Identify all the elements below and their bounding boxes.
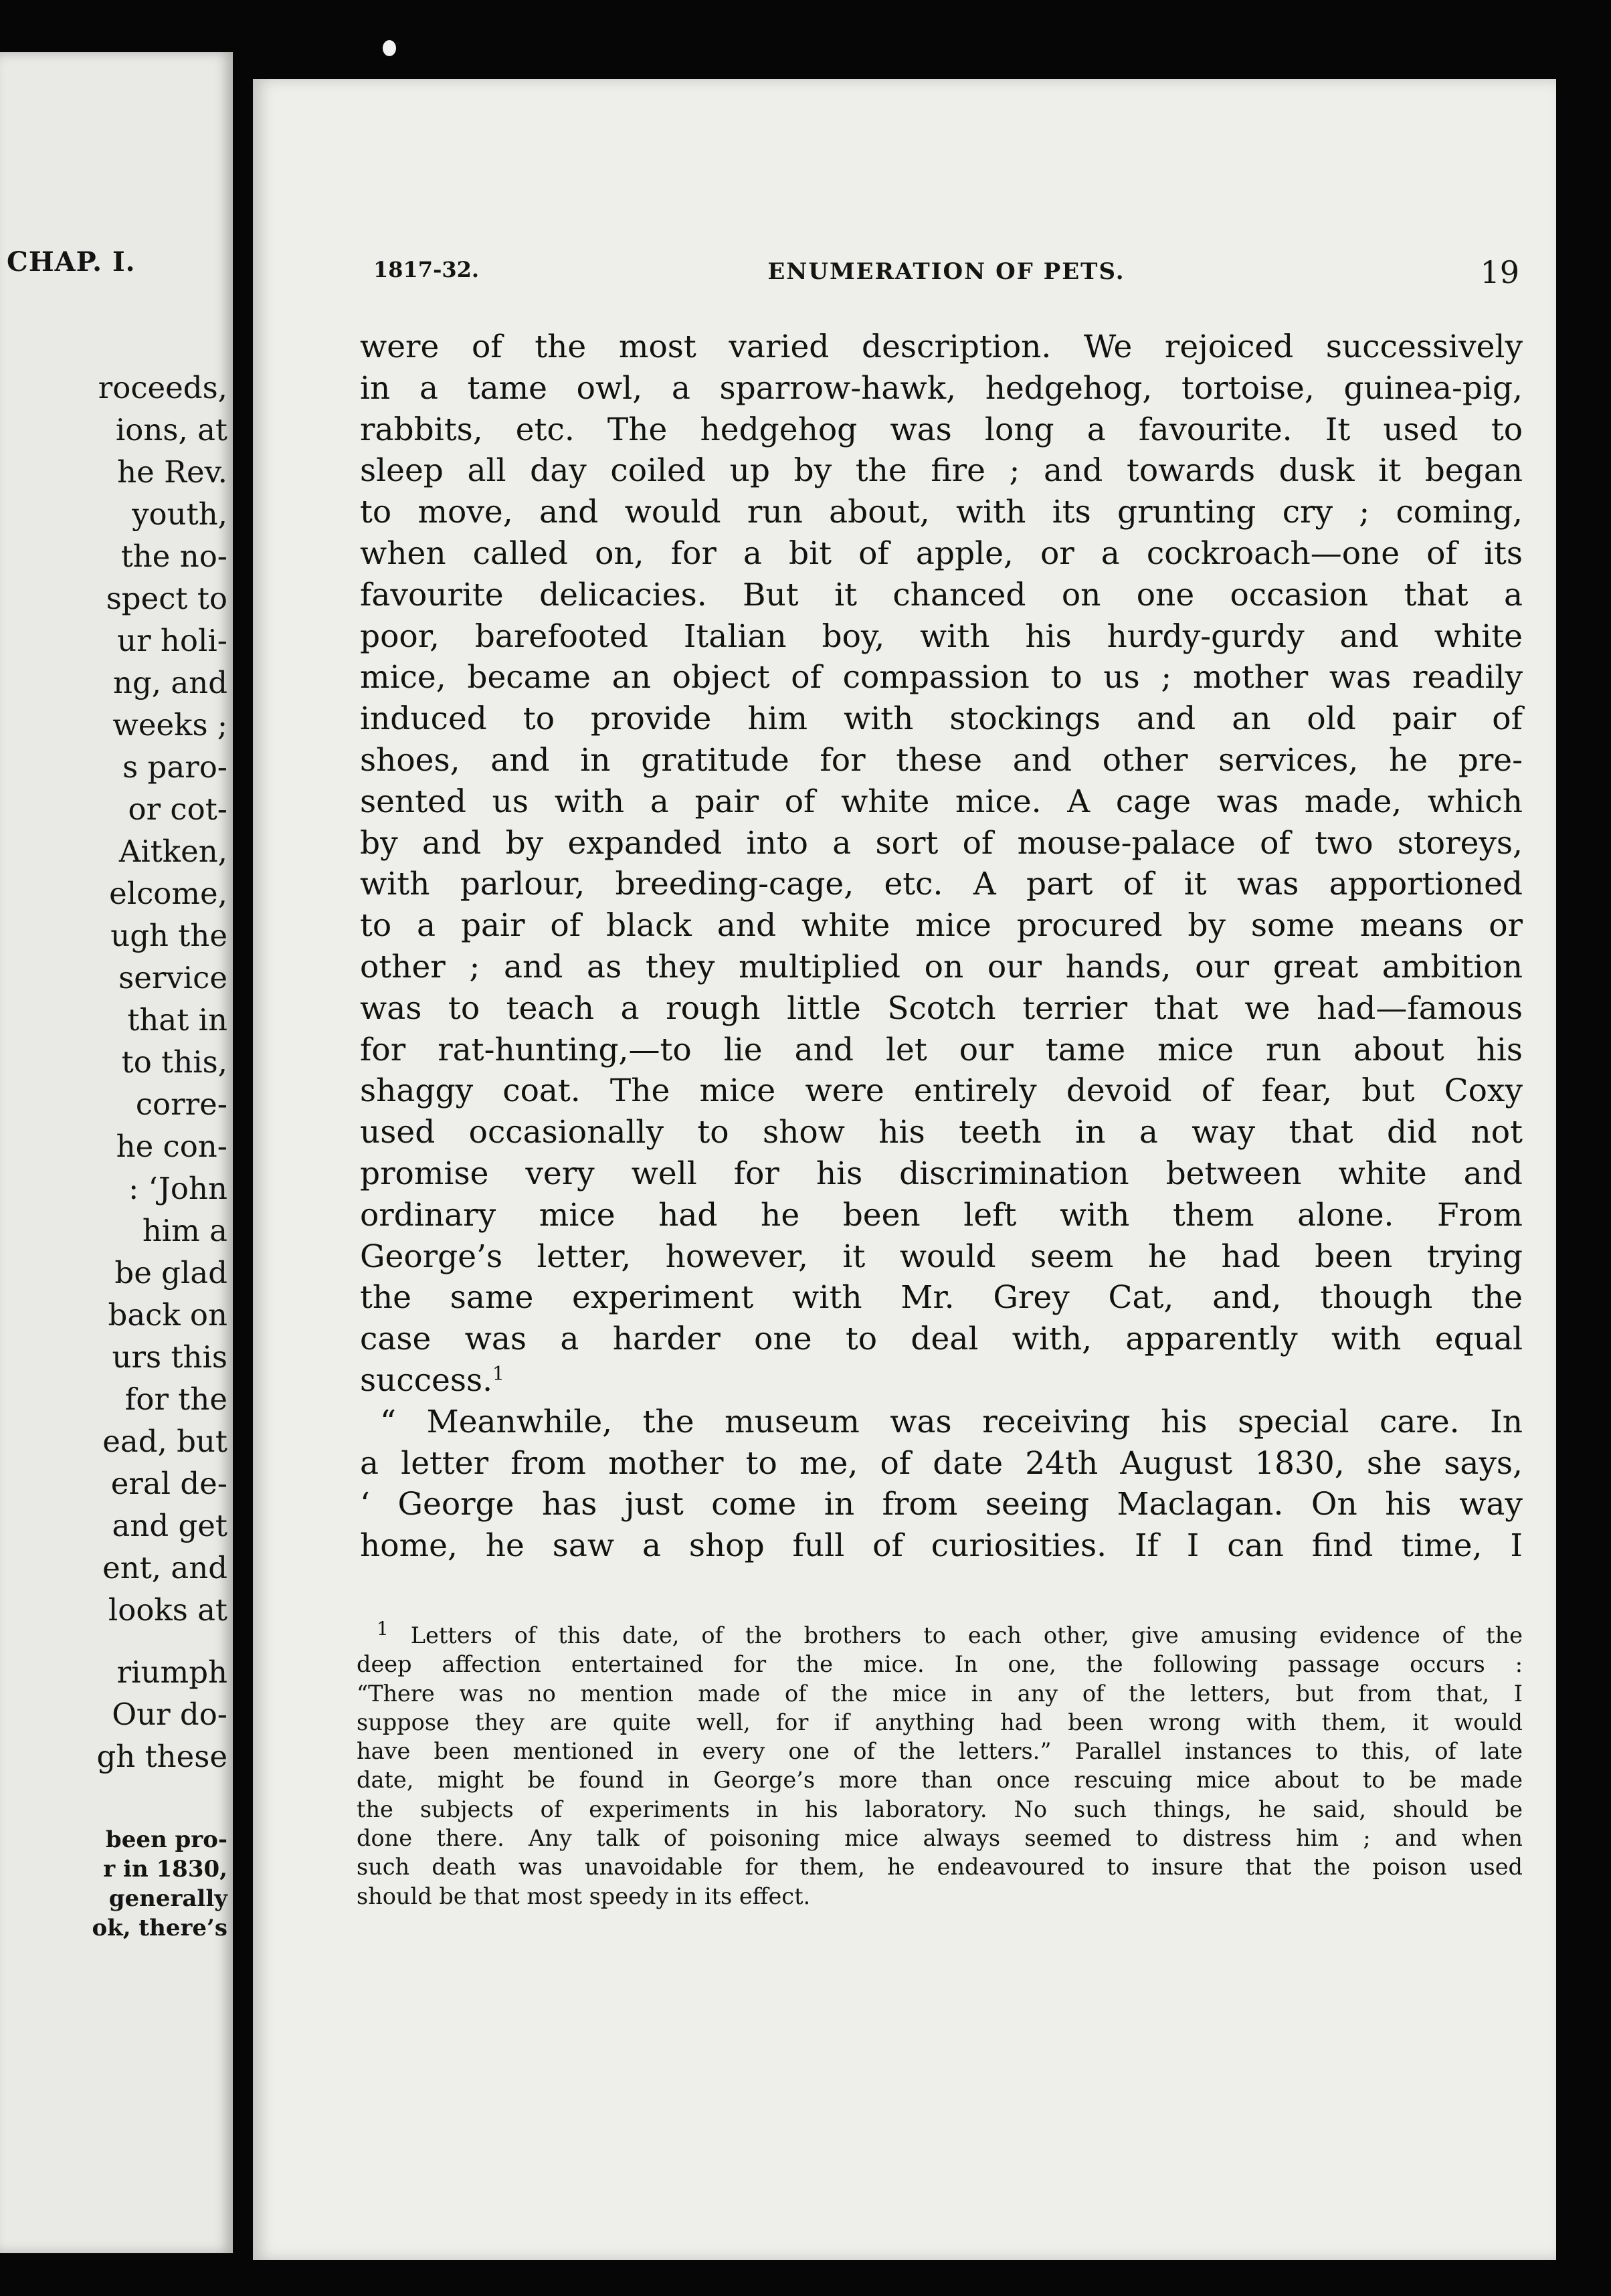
text-line: poor, barefooted Italian boy, with his hurdy-gurdy and white — [360, 617, 1523, 655]
left-note-line: r in 1830, — [103, 1856, 227, 1883]
left-line: Aitken, — [118, 834, 227, 869]
left-line: ugh the — [110, 918, 227, 953]
left-line: back on — [108, 1297, 227, 1333]
text-line: by and by expanded into a sort of mouse-palace of two storeys, — [360, 824, 1523, 862]
left-line-gap — [0, 1631, 227, 1651]
chapter-title: ENUMERATION OF PETS. — [767, 258, 1125, 285]
left-line: ions, at — [115, 412, 227, 448]
date-range: 1817-32. — [373, 257, 480, 282]
footnote-line: have been mentioned in every one of the letters.” Parallel instances to this, of late — [357, 1738, 1523, 1765]
left-line: be glad — [114, 1255, 227, 1290]
footnote-line: the subjects of experiments in his laboratory. No such things, he said, should be — [357, 1796, 1523, 1822]
left-line: youth, — [132, 496, 227, 532]
left-line: urs this — [112, 1339, 227, 1375]
left-note-line: generally — [108, 1885, 227, 1912]
left-line: riumph — [116, 1654, 227, 1690]
text-line: used occasionally to show his teeth in a way that did not — [360, 1114, 1523, 1151]
left-line: that in — [127, 1002, 227, 1038]
text-line: when called on, for a bit of apple, or a cockroach—one of its — [360, 535, 1523, 572]
text-line: ordinary mice had he been left with them alone. From — [360, 1196, 1523, 1234]
text-line: a letter from mother to me, of date 24th August 1830, she says, — [360, 1444, 1523, 1482]
left-line: he Rev. — [117, 454, 227, 490]
text-line: promise very well for his discrimination between white and — [360, 1155, 1523, 1192]
text-line: the same experiment with Mr. Grey Cat, and, though the — [360, 1279, 1523, 1317]
text-line: success. — [360, 1361, 493, 1399]
left-line: spect to — [106, 581, 227, 616]
left-line: service — [118, 960, 227, 995]
left-line: corre- — [135, 1086, 227, 1122]
left-note-line: been pro- — [105, 1826, 227, 1853]
left-line: elcome, — [109, 876, 227, 911]
left-line: him a — [142, 1213, 227, 1248]
left-line: looks at — [108, 1592, 227, 1628]
footnote-line: done there. Any talk of poisoning mice always seemed to distress him ; and when — [357, 1825, 1523, 1852]
left-line: : ‘John — [128, 1171, 227, 1206]
left-line: he con- — [116, 1129, 227, 1164]
left-note-line: ok, there’s — [92, 1915, 227, 1941]
footnote-line: such death was unavoidable for them, he endeavoured to insure that the poison used — [357, 1854, 1523, 1881]
text-line: ‘ George has just come in from seeing Maclagan. On his way — [360, 1486, 1523, 1523]
text-line: home, he saw a shop full of curiosities. If I can find time, I — [360, 1527, 1523, 1565]
text-line: sleep all day coiled up by the fire ; and towards dusk it began — [360, 452, 1523, 490]
text-line: induced to provide him with stockings and an old pair of — [360, 700, 1523, 738]
text-line: for rat-hunting,—to lie and let our tame mice run about his — [360, 1031, 1523, 1068]
text-line: sented us with a pair of white mice. A cage was made, which — [360, 783, 1523, 820]
text-line: mice, became an object of compassion to us ; mother was readily — [360, 659, 1523, 696]
book-page — [253, 79, 1556, 2260]
footnote-line: suppose they are quite well, for if anything had been wrong with them, it would — [357, 1709, 1523, 1735]
footnote-line: date, might be found in George’s more than once rescuing mice about to be made — [357, 1767, 1523, 1794]
text-line: were of the most varied description. We rejoiced successively — [360, 328, 1523, 365]
text-line: favourite delicacies. But it chanced on one occasion that a — [360, 576, 1523, 613]
footnote-number: 1 — [377, 1617, 389, 1640]
dust-speck — [383, 40, 396, 56]
left-page-text — [0, 367, 227, 1778]
footnotes — [357, 1617, 1523, 1911]
left-page-footnotes — [0, 1825, 227, 1943]
left-line: and get — [112, 1508, 227, 1543]
running-head — [373, 254, 1519, 294]
text-line: to move, and would run about, with its grunting cry ; coming, — [360, 494, 1523, 531]
left-line: roceeds, — [98, 370, 227, 405]
left-line: ent, and — [102, 1550, 227, 1586]
text-line: shaggy coat. The mice were entirely devoid of fear, but Coxy — [360, 1072, 1523, 1110]
text-line-with-footnote-ref — [360, 1360, 1523, 1402]
left-page-running-head: CHAP. I. — [7, 246, 136, 278]
left-line: Our do- — [112, 1697, 227, 1732]
left-line: ng, and — [112, 665, 227, 700]
text-line: other ; and as they multiplied on our hands, our great ambition — [360, 948, 1523, 985]
footnote-line: deep affection entertained for the mice. In one, the following passage occurs : — [357, 1651, 1523, 1678]
text-line: case was a harder one to deal with, apparently with equal — [360, 1321, 1523, 1358]
footnote-line: “There was no mention made of the mice in any of the letters, but from that, I — [357, 1680, 1523, 1707]
left-line: ur holi- — [117, 623, 227, 658]
page-number: 19 — [1480, 254, 1519, 290]
left-line: for the — [124, 1381, 227, 1417]
footnote-reference: 1 — [492, 1362, 504, 1385]
text-line: with parlour, breeding-cage, etc. A part of it was apportioned — [360, 866, 1523, 903]
left-line: ead, but — [102, 1424, 227, 1459]
left-line: gh these — [96, 1739, 227, 1774]
footnote-line: Letters of this date, of the brothers to each other, give amusing evidence of the — [410, 1622, 1523, 1648]
left-line: s paro- — [122, 749, 227, 785]
previous-page-edge — [0, 52, 233, 2253]
text-line: was to teach a rough little Scotch terrier that we had—famous — [360, 989, 1523, 1027]
text-line: in a tame owl, a sparrow-hawk, hedgehog, tortoise, guinea-pig, — [360, 369, 1523, 407]
text-line: shoes, and in gratitude for these and other services, he pre- — [360, 741, 1523, 779]
left-line: the no- — [120, 539, 227, 574]
text-line: “ Meanwhile, the museum was receiving his special care. In — [380, 1403, 1523, 1440]
text-line: to a pair of black and white mice procured by some means or — [360, 907, 1523, 945]
text-line: rabbits, etc. The hedgehog was long a favourite. It used to — [360, 411, 1523, 448]
left-line: weeks ; — [112, 707, 227, 743]
footnote-first-line — [357, 1617, 1523, 1650]
body-text — [360, 326, 1523, 1567]
text-line: George’s letter, however, it would seem he had been trying — [360, 1238, 1523, 1275]
left-line: to this, — [121, 1044, 227, 1080]
footnote-line: should be that most speedy in its effect. — [357, 1883, 811, 1909]
left-line: or cot- — [128, 791, 227, 827]
left-line: eral de- — [110, 1466, 227, 1501]
